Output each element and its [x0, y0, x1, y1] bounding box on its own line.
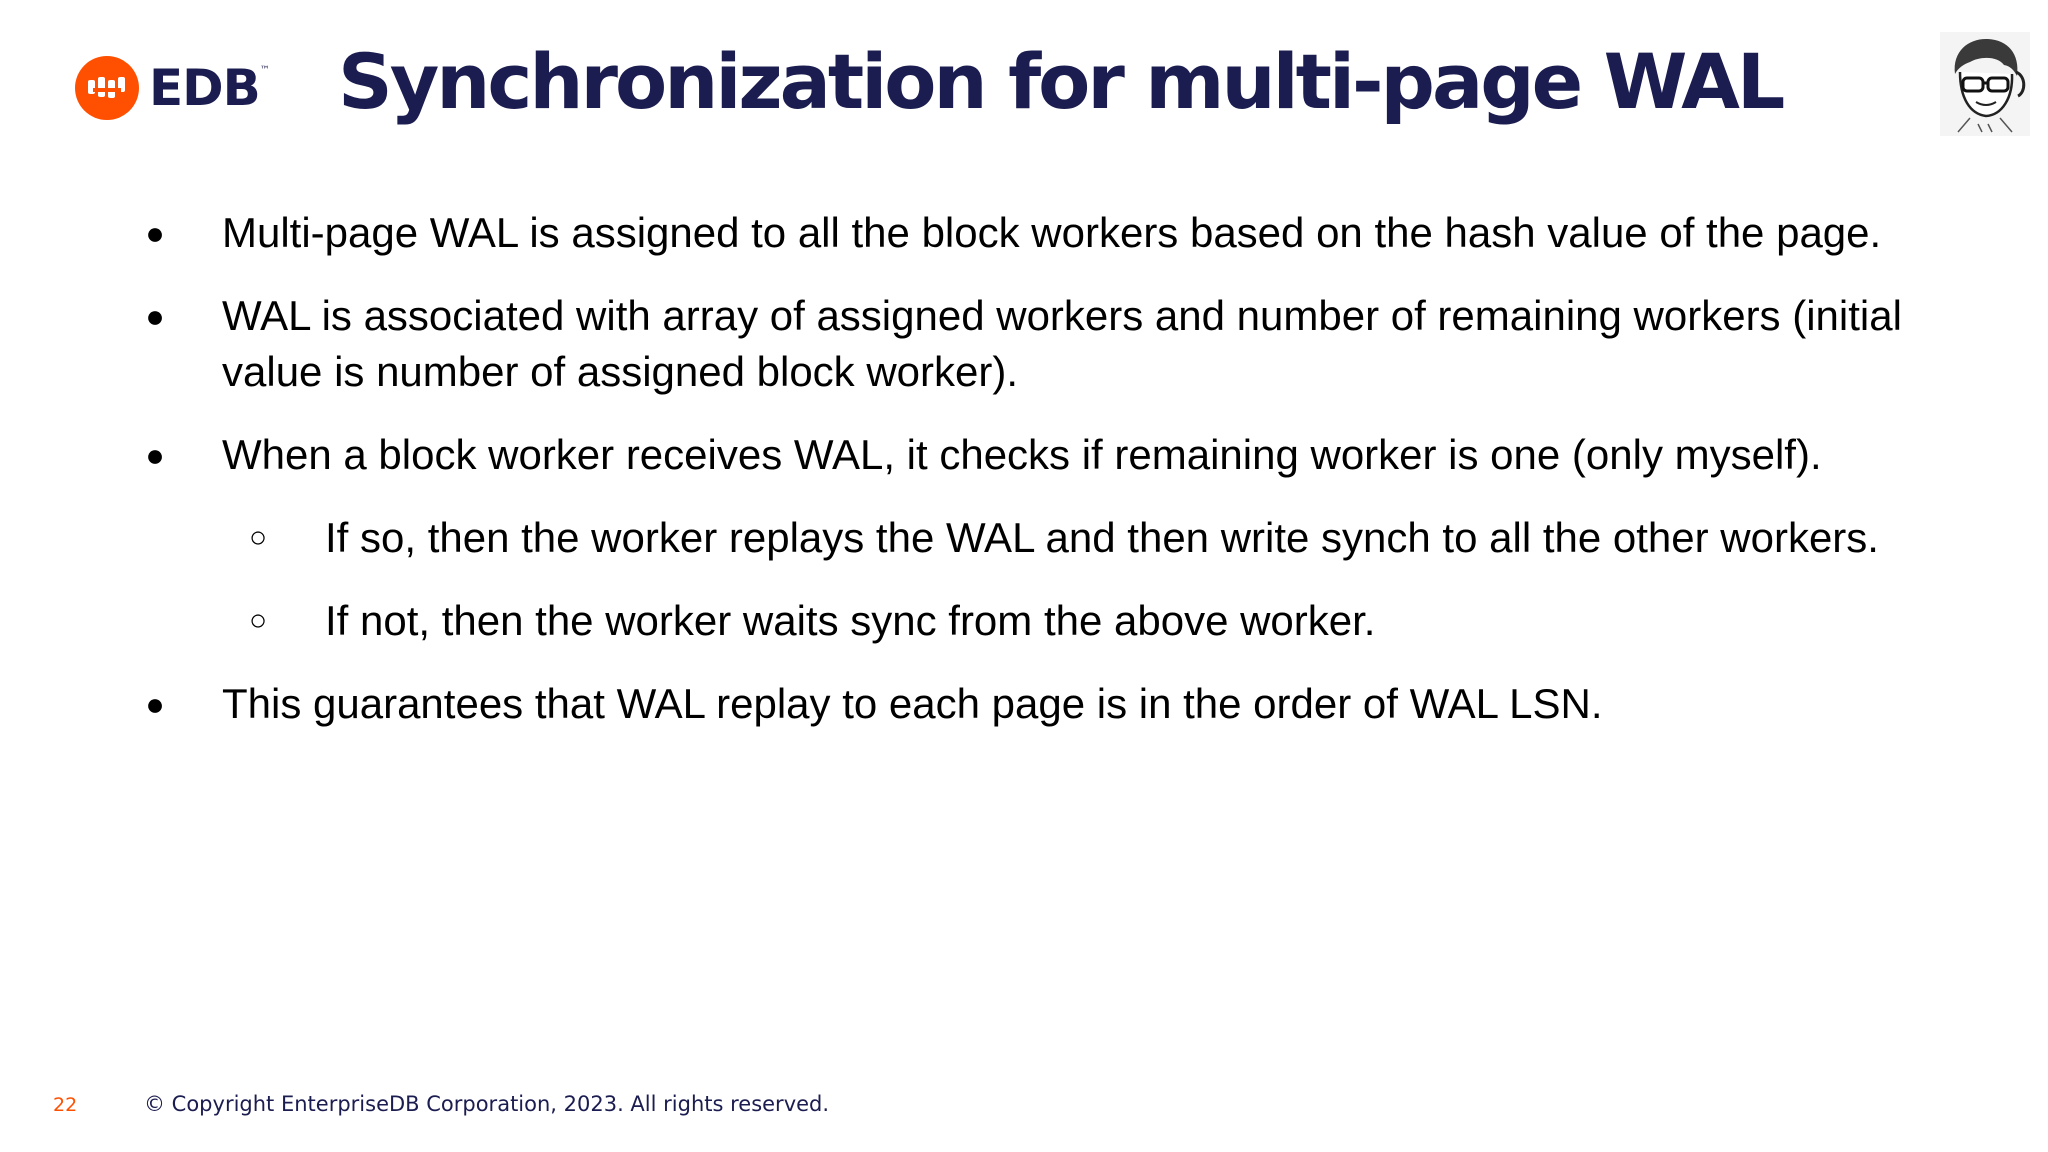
bullet-marker: ●: [145, 686, 165, 722]
bullet-text: When a block worker receives WAL, it checks if remaining worker is one (only myself).: [222, 431, 1822, 478]
bullet-item: [140, 205, 1940, 261]
sub-bullet-marker: ○: [248, 604, 268, 637]
bullet-item: [140, 288, 1940, 400]
bullet-marker: ●: [145, 437, 165, 473]
edb-logo-icon: [75, 56, 139, 120]
sub-bullet-item: [140, 593, 1940, 649]
bullet-marker: ●: [145, 298, 165, 334]
bullet-text: Multi-page WAL is assigned to all the block workers based on the hash value of the page.: [222, 209, 1882, 256]
sub-bullet-text: If not, then the worker waits sync from the above worker.: [325, 597, 1376, 644]
slide-title: Synchronization for multi-page WAL: [338, 37, 1783, 126]
bullet-item: [140, 427, 1940, 483]
presenter-avatar-icon: [1940, 32, 2030, 136]
bullet-item: [140, 676, 1940, 732]
page-number: 22: [53, 1094, 78, 1116]
copyright-text: © Copyright EnterpriseDB Corporation, 2023. All rights reserved.: [144, 1092, 830, 1116]
bullet-marker: ●: [145, 215, 165, 251]
edb-logo-text: EDB ™: [149, 59, 269, 117]
bullet-text: This guarantees that WAL replay to each page is in the order of WAL LSN.: [222, 680, 1603, 727]
sub-bullet-marker: ○: [248, 521, 268, 554]
edb-logo: [75, 56, 269, 120]
bullet-list: [140, 205, 1940, 759]
sub-bullet-text: If so, then the worker replays the WAL and then write synch to all the other workers.: [325, 514, 1879, 561]
sub-bullet-item: [140, 510, 1940, 566]
bullet-text: WAL is associated with array of assigned workers and number of remaining workers (initial value is number of assigned block worker).: [222, 292, 1902, 395]
